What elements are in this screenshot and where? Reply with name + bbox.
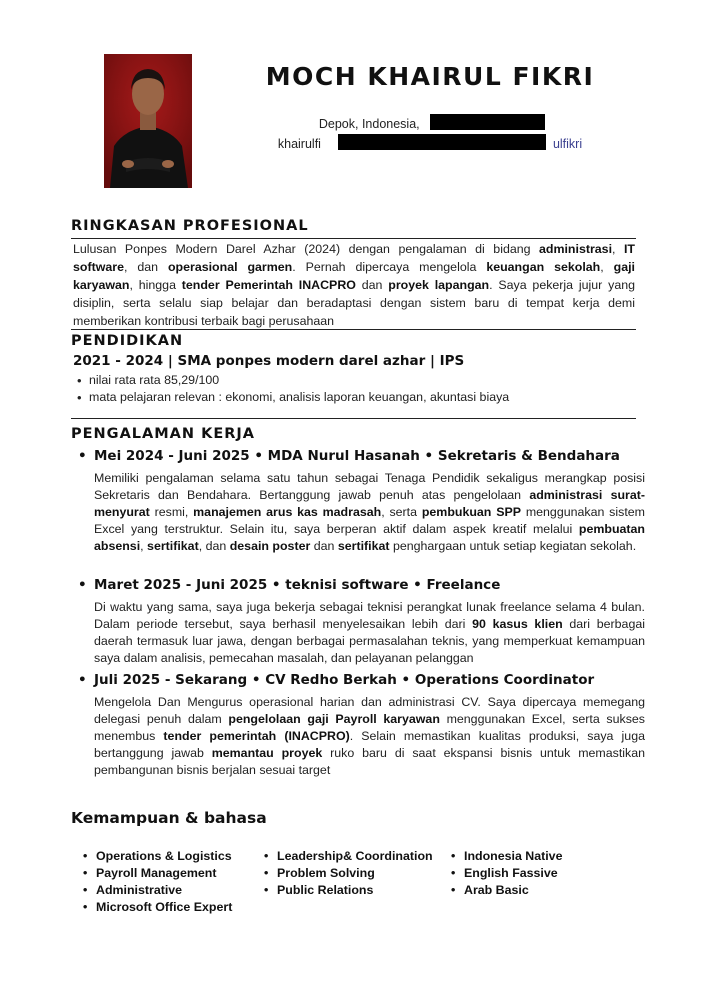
job-heading-text: Mei 2024 - Juni 2025 • MDA Nurul Hasanah • Sekretaris & Bendahara	[94, 448, 620, 464]
emphasis-text: administrasi surat-menyurat	[94, 488, 645, 519]
body-text: ruko baru di saat ekspansi bisnis untuk memastikan pembangunan bisnis berjalan sesuai target	[94, 746, 645, 777]
skill-item: • Public Relations	[261, 882, 433, 899]
emphasis-text: operasional garmen	[167, 260, 293, 274]
body-text: . Pernah dipercaya mengelola	[292, 260, 487, 274]
education-bullets	[73, 372, 633, 406]
skill-item: • Leadership& Coordination	[261, 848, 433, 865]
skills-heading: Kemampuan & bahasa	[71, 809, 267, 827]
body-text: penghargaan untuk setiap kegiatan sekolah.	[389, 539, 637, 553]
summary-top-divider	[71, 238, 636, 239]
body-text: ,	[612, 242, 624, 256]
emphasis-text: 90 kasus klien	[472, 617, 563, 631]
redacted-phone	[430, 114, 545, 130]
education-divider	[71, 418, 636, 419]
body-text: Memiliki pengalaman selama satu tahun sebagai Tenaga Pendidik sekaligus merangkap posisi Sekretaris dan Bendahara. Bertanggung jawab penuh atas pengelolaan	[94, 471, 645, 502]
skills-column-2	[261, 848, 433, 899]
skills-column-1	[80, 848, 232, 916]
job-heading: • Maret 2025 - Juni 2025 • teknisi software • Freelance	[78, 577, 501, 593]
candidate-name: MOCH KHAIRUL FIKRI	[265, 62, 595, 91]
job-heading-text: Juli 2025 - Sekarang • CV Redho Berkah • Operations Coordinator	[94, 672, 595, 688]
body-text: Mengelola Dan Mengurus operasional harian dan administrasi CV. Saya dipercaya memegang delegasi penuh dalam	[94, 695, 645, 726]
skill-item: • Arab Basic	[448, 882, 562, 899]
list-item: • mata pelajaran relevan : ekonomi, analisis laporan keuangan, akuntasi biaya	[73, 389, 633, 406]
body-text: dari berbagai daerah termasuk luar jawa, dengan berbagai permasalahan teknis, yang memperkuat kemampuan saya dalam analisis, pemecahan masalah, dan pelayanan pelanggan	[94, 617, 645, 665]
job-heading: • Mei 2024 - Juni 2025 • MDA Nurul Hasanah • Sekretaris & Bendahara	[78, 448, 620, 464]
body-text: Lulusan Ponpes Modern Darel Azhar (2024) dengan pengalaman di bidang	[73, 242, 540, 256]
body-text: ,	[600, 260, 614, 274]
job-description	[94, 470, 645, 555]
job-description	[94, 694, 645, 779]
body-text: dan	[355, 278, 389, 292]
education-heading: PENDIDIKAN	[71, 333, 184, 349]
summary-bottom-divider	[71, 329, 636, 330]
skill-item: • Indonesia Native	[448, 848, 562, 865]
body-text: menggunakan Excel, serta sukses menembus	[94, 712, 645, 743]
emphasis-text: proyek lapangan	[388, 278, 490, 292]
emphasis-text: memantau proyek	[211, 746, 323, 760]
body-text: ,	[140, 539, 148, 553]
skill-item: • Payroll Management	[80, 865, 232, 882]
emphasis-text: keuangan sekolah	[486, 260, 601, 274]
body-text: , serta	[381, 505, 422, 519]
body-text: dan	[310, 539, 338, 553]
emphasis-text: pembuatan absensi	[94, 522, 645, 553]
skill-item: • Problem Solving	[261, 865, 433, 882]
emphasis-text: tender pemerintah	[163, 729, 277, 743]
job-heading: • Juli 2025 - Sekarang • CV Redho Berkah • Operations Coordinator	[78, 672, 595, 688]
skill-item: • Operations & Logistics	[80, 848, 232, 865]
body-text: . Saya pekerja jujur yang disiplin, serta selalu siap belajar dan beradaptasi dengan sistem baru di tempat kerja demi memberikan kontribusi terbaik bagi perusahaan	[73, 278, 636, 328]
body-text: Di waktu yang sama, saya juga bekerja sebagai teknisi perangkat lunak freelance selama 4 bulan. Dalam periode tersebut, saya berhasil menyelesaikan lebih dari	[94, 600, 645, 631]
emphasis-text: sertifikat	[147, 539, 199, 553]
skill-item: • English Fassive	[448, 865, 562, 882]
experience-heading: PENGALAMAN KERJA	[71, 426, 256, 442]
emphasis-text: sertifikat	[337, 539, 390, 553]
email-prefix: khairulfi	[277, 137, 321, 151]
emphasis-text: desain poster	[229, 539, 311, 553]
emphasis-text: manajemen arus kas madrasah	[193, 505, 382, 519]
skills-column-3	[448, 848, 562, 899]
body-text: . Selain memastikan kualitas produksi, saya juga bertanggung jawab	[94, 729, 645, 760]
email-suffix: ulfikri	[552, 137, 583, 151]
skill-item: • Administrative	[80, 882, 232, 899]
body-text: , hingga	[129, 278, 182, 292]
job-heading-text: Maret 2025 - Juni 2025 • teknisi software • Freelance	[94, 577, 501, 593]
skill-item: • Microsoft Office Expert	[80, 899, 232, 916]
education-entry: 2021 - 2024 | SMA ponpes modern darel azhar | IPS	[73, 353, 465, 369]
emphasis-text: (INACPRO)	[284, 729, 350, 743]
emphasis-text: pembukuan SPP	[421, 505, 521, 519]
list-item: • nilai rata rata 85,29/100	[73, 372, 633, 389]
redacted-email	[338, 134, 546, 150]
profile-photo	[104, 54, 192, 188]
emphasis-text: gaji karyawan	[73, 260, 635, 292]
emphasis-text: tender Pemerintah INACPRO	[181, 278, 356, 292]
body-text: resmi,	[149, 505, 194, 519]
emphasis-text: IT software	[73, 242, 635, 274]
portrait-illustration	[104, 54, 192, 188]
summary-heading: RINGKASAN PROFESIONAL	[71, 218, 309, 234]
summary-paragraph	[73, 240, 635, 330]
body-text: , dan	[198, 539, 230, 553]
location-text: Depok, Indonesia,	[318, 117, 424, 131]
job-description	[94, 599, 645, 667]
emphasis-text: administrasi	[539, 242, 613, 256]
body-text: , dan	[123, 260, 168, 274]
body-text: menggunakan sistem Excel yang terstruktur. Selain itu, saya berperan aktif dalam aspek kreatif melalui	[94, 505, 645, 536]
emphasis-text: pengelolaan gaji Payroll karyawan	[228, 712, 440, 726]
